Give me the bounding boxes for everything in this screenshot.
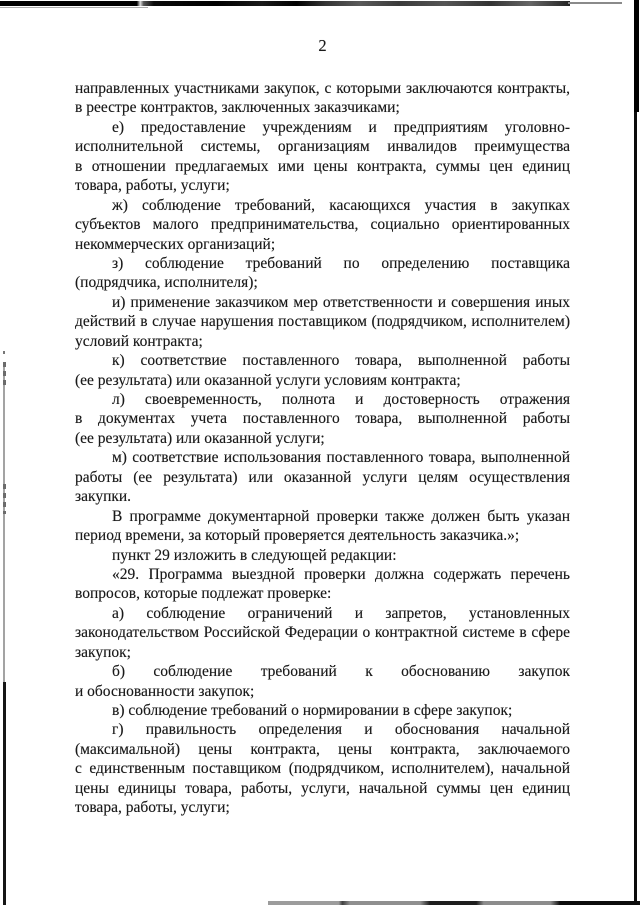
scan-artifact-top-edge-thin xyxy=(568,2,622,4)
scan-artifact-left-edge-dark xyxy=(3,682,6,905)
scan-artifact-top-edge xyxy=(0,1,570,6)
text-line: законодательством Российской Федерации о контрактной системе в сфере xyxy=(75,624,570,642)
scan-artifact-right-edge-top xyxy=(634,0,639,112)
text-line: (ее результата) или оказанной услуги; xyxy=(75,429,325,447)
text-line: а) соблюдение ограничений и запретов, установленных xyxy=(112,604,570,622)
text-line: товара, работы, услуги; xyxy=(75,177,230,195)
scan-artifact-bottom-edge xyxy=(268,901,640,905)
text-line: в отношении предлагаемых ими цены контракта, суммы цен единиц xyxy=(75,157,570,175)
text-line: направленных участниками закупок, с которыми заключаются контракты, xyxy=(75,80,570,97)
scan-artifact-right-edge xyxy=(634,0,637,905)
text-line: л) своевременность, полнота и достоверность отражения xyxy=(112,391,570,408)
text-line: закупок; xyxy=(75,643,131,661)
text-line: В программе документарной проверки также должен быть указан xyxy=(112,507,570,525)
text-line: «29. Программа выездной проверки должна содержать перечень xyxy=(112,565,570,583)
text-line: (ее результата) или оказанной услуги условиям контракта; xyxy=(75,371,461,389)
scan-artifact-left-edge-dot xyxy=(3,351,5,354)
text-line: б) соблюдение требований к обоснованию закупок xyxy=(112,663,570,681)
document-text-block xyxy=(75,79,570,818)
text-line: е) предоставление учреждениям и предприятиям уголовно- xyxy=(112,118,570,136)
text-line: з) соблюдение требований по определению поставщика xyxy=(112,254,570,272)
text-line: вопросов, которые подлежат проверке: xyxy=(75,585,332,603)
text-line: с единственным поставщиком (подрядчиком, исполнителем), начальной xyxy=(75,760,570,778)
scan-artifact-left-edge-dashes-upper xyxy=(3,362,6,388)
text-line: субъектов малого предпринимательства, социально ориентированных xyxy=(75,216,570,234)
text-line: некоммерческих организаций; xyxy=(75,235,276,253)
text-line: действий в случае нарушения поставщиком (подрядчиком, исполнителем) xyxy=(75,313,570,331)
text-line: в) соблюдение требований о нормировании в сфере закупок; xyxy=(112,702,513,719)
text-line: м) соответствие использования поставленного товара, выполненной xyxy=(112,449,570,467)
text-line: и) применение заказчиком мер ответственности и совершения иных xyxy=(112,293,570,311)
text-line: г) правильность определения и обоснования начальной xyxy=(112,721,570,739)
text-line: ж) соблюдение требований, касающихся участия в закупках xyxy=(112,196,570,214)
scan-artifact-left-edge-gray xyxy=(3,362,5,682)
text-line: пункт 29 изложить в следующей редакции: xyxy=(112,546,397,564)
text-line: к) соответствие поставленного товара, выполненной работы xyxy=(112,352,570,370)
text-line: (максимальной) цены контракта, цены контракта, заключаемого xyxy=(75,740,570,758)
page-number: 2 xyxy=(318,36,327,55)
text-line: и обоснованности закупок; xyxy=(75,682,255,700)
text-line: товара, работы, услуги; xyxy=(75,799,230,817)
text-line: (подрядчика, исполнителя); xyxy=(75,274,258,292)
scan-artifact-top-edge-underline xyxy=(0,7,148,8)
text-line: цены единицы товара, работы, услуги, начальной суммы цен единиц xyxy=(75,779,570,797)
text-line: в реестре контрактов, заключенных заказчиками; xyxy=(75,99,400,117)
text-line: условий контракта; xyxy=(75,332,203,350)
text-line: исполнительной системы, организациям инвалидов преимущества xyxy=(75,138,570,156)
text-line: работы (ее результата) или оказанной услуги целям осуществления xyxy=(75,468,570,486)
text-line: период времени, за который проверяется деятельность заказчика.»; xyxy=(75,527,520,545)
text-line: закупки. xyxy=(75,488,132,506)
text-line: в документах учета поставленного товара, выполненной работы xyxy=(75,410,570,428)
scan-artifact-left-edge-dashes-lower xyxy=(3,484,6,514)
